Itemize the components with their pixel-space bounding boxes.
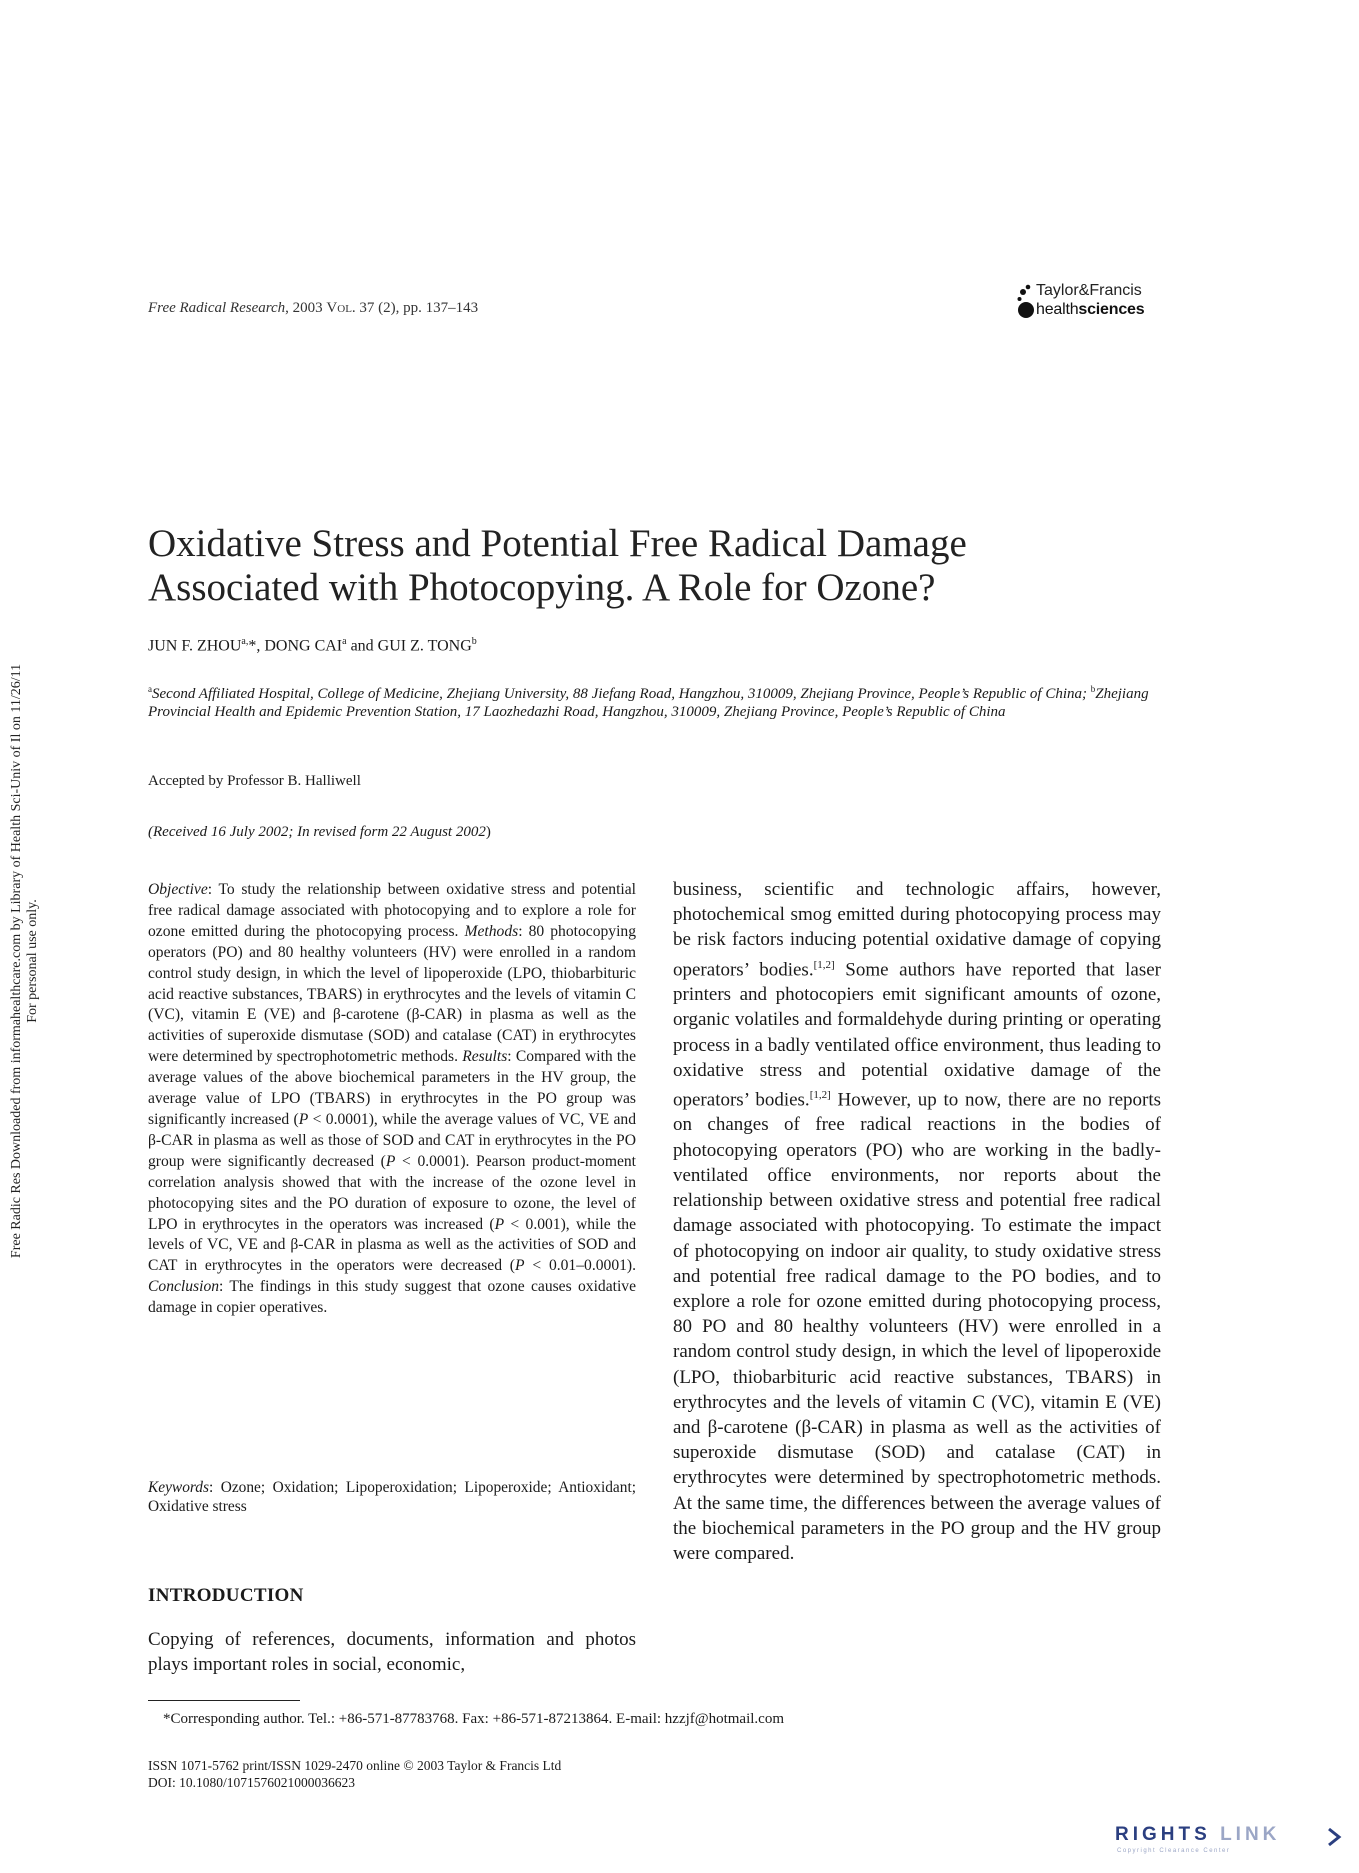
abstract-objective: : To study the relationship between oxidative stress and potential free radical damage associated with photocopying and to explore a role for ozone emitted during the photocopying process.: [148, 881, 636, 940]
article-title-line1: Oxidative Stress and Potential Free Radical Damage: [148, 522, 967, 565]
rightslink-subtitle: Copyright Clearance Center: [1117, 1848, 1231, 1854]
rightslink-logo: [1115, 1824, 1345, 1860]
journal-name: Free Radical Research: [148, 300, 286, 316]
abstract-results-e: < 0.01–0.0001).: [524, 1257, 637, 1275]
affiliation-b-sup: b: [1090, 684, 1096, 694]
abstract-methods: : 80 photocopying operators (PO) and 80 healthy volunteers (HV) were enrolled in a random control study design, in which the level of lipoperoxide (LPO, thiobarbituric acid reactive substances, TBARS) in erythrocytes and the levels of vitamin C (VC), vitamin E (VE) and β-carotene (β-CAR) in plasma as well as the activities of superoxide dismutase (SOD) and catalase (CAT) in erythrocytes were determined by spectrophotometric methods.: [148, 922, 637, 1066]
publisher-imprint-a: health: [1036, 301, 1079, 318]
affiliations: [148, 680, 1168, 721]
received-close: ): [485, 824, 491, 840]
rightslink-wordmark: [1115, 1824, 1280, 1846]
citation-ref-1: [1,2]: [813, 958, 835, 971]
rightslink-arrow-icon: [1327, 1827, 1343, 1847]
abstract-results-b: < 0.0001), while the average values of VC, VE and β-CAR in plasma as well as those of SOD and CAT in erythrocytes in the PO group were significantly decreased (: [148, 1110, 636, 1170]
body-text-1: business, scientific and technologic affairs, however, photochemical smog emitted during photocopying process may be risk factors inducing potential oxidative damage of copying operators’ bodies.: [673, 879, 1161, 980]
abstract-conclusion-label: Conclusion: [148, 1278, 220, 1296]
rightslink-part2: LINK: [1220, 1824, 1281, 1845]
affiliation-a-sup: a: [148, 684, 152, 694]
doi-line: DOI: 10.1080/1071576021000036623: [148, 1775, 355, 1790]
download-notice-line2: For personal use only.: [25, 899, 40, 1023]
publisher-imprint-b: sciences: [1078, 301, 1145, 318]
abstract-p4: P: [515, 1257, 525, 1275]
abstract: [148, 880, 636, 1319]
publisher-imprint: [1036, 301, 1144, 319]
author-3: and GUI Z. TONG: [346, 637, 472, 655]
publisher-dots-icon: [1015, 284, 1035, 320]
keywords: [148, 1478, 636, 1516]
journal-year: , 2003: [285, 300, 327, 316]
article-title-line2: Associated with Photocopying. A Role for Ozone?: [148, 566, 936, 609]
keywords-text: : Ozone; Oxidation; Lipoperoxidation; Lipoperoxide; Antioxidant; Oxidative stress: [148, 1479, 636, 1515]
article-title: [148, 522, 1198, 610]
issn-doi: [148, 1757, 561, 1791]
abstract-results-a: : Compared with the average values of the above biochemical parameters in the HV group, the average value of LPO (TBARS) in erythrocytes in the PO group was significantly increased (: [148, 1048, 636, 1128]
corresponding-author-footnote: *Corresponding author. Tel.: +86-571-87783768. Fax: +86-571-87213864. E-mail: hzzjf@hotmail.com: [163, 1711, 784, 1727]
author-2-sup: a: [342, 636, 347, 647]
author-2: , DONG CAI: [256, 637, 343, 655]
abstract-methods-label: Methods: [464, 922, 519, 940]
rightslink-part1: RIGHTS: [1115, 1824, 1211, 1845]
journal-citation: [148, 300, 478, 317]
intro-paragraph: Copying of references, documents, information and photos plays important roles in social, economic,: [148, 1629, 636, 1675]
publisher-logo: [1015, 282, 1167, 322]
journal-vol-label: Vol: [326, 300, 352, 316]
download-notice: [9, 601, 41, 1321]
author-1-star: *: [248, 637, 257, 655]
accepted-by: Accepted by Professor B. Halliwell: [148, 773, 361, 789]
abstract-p1: P: [298, 1110, 309, 1128]
section-heading-introduction: INTRODUCTION: [148, 1585, 304, 1606]
footnote-divider: [148, 1700, 300, 1701]
abstract-p2: P: [385, 1152, 396, 1170]
affiliation-b: Zhejiang Provincial Health and Epidemic Prevention Station, 17 Laozhedazhi Road, Hangzhou, 310009, Zhejiang Province, People’s Republic of China: [148, 686, 1149, 720]
abstract-conclusion: : The findings in this study suggest that ozone causes oxidative damage in copier operatives.: [148, 1278, 636, 1317]
author-list: [148, 636, 477, 655]
abstract-p3: P: [494, 1215, 505, 1233]
body-column-right: [673, 877, 1161, 1566]
abstract-results-d: < 0.001), while the levels of VC, VE and β-CAR in plasma as well as the activities of SOD and CAT in erythrocytes in the operators were decreased (: [148, 1215, 636, 1275]
abstract-results-c: < 0.0001). Pearson product-moment correlation analysis showed that with the increase of the ozone level in photocopying sites and the PO duration of exposure to ozone, the level of LPO in erythrocytes in the operators was increased (: [148, 1152, 636, 1233]
citation-ref-2: [1,2]: [809, 1088, 831, 1101]
author-3-sup: b: [471, 636, 477, 647]
issn-line: ISSN 1071-5762 print/ISSN 1029-2470 online © 2003 Taylor & Francis Ltd: [148, 1758, 562, 1773]
body-text-3: However, up to now, there are no reports on changes of free radical reactions in the bodies of photocopying operators (PO) who are working in the badly-ventilated office environments, nor reports about the relationship between oxidative stress and potential free radical damage associated with photocopying. To estimate the impact of photocopying on indoor air quality, to study oxidative stress and potential free radical damage to the PO bodies, and to explore a role for ozone emitted during photocopying process, 80 PO and 80 healthy volunteers (HV) were enrolled in a random control study design, in which the level of lipoperoxide (LPO, thiobarbituric acid reactive substances, TBARS) in erythrocytes and the levels of vitamin C (VC), vitamin E (VE) and β-carotene (β-CAR) in plasma as well as the activities of superoxide dismutase (SOD) and catalase (CAT) in erythrocytes were determined by spectrophotometric methods. At the same time, the differences between the average values of the biochemical parameters in the PO group and the HV group were compared.: [673, 1089, 1161, 1564]
author-1: JUN F. ZHOU: [148, 637, 242, 655]
publisher-name: Taylor&Francis: [1036, 282, 1142, 299]
download-notice-line1: Free Radic Res Downloaded from informahealthcare.com by Library of Health Sci-Univ of Il on 11/26/11: [9, 663, 24, 1259]
received-dates: [148, 824, 491, 841]
keywords-label: Keywords: [148, 1479, 209, 1496]
abstract-objective-label: Objective: [148, 881, 208, 898]
abstract-results-label: Results: [462, 1048, 508, 1066]
affiliation-a: Second Affiliated Hospital, College of Medicine, Zhejiang University, 88 Jiefang Road, Hangzhou, 310009, Zhejiang Province, People’s Republic of China;: [152, 686, 1091, 702]
received-text: (Received 16 July 2002; In revised form 22 August 2002: [148, 824, 486, 840]
journal-vol-pages: . 37 (2), pp. 137–143: [351, 300, 479, 316]
author-1-sup: a,: [241, 636, 249, 647]
body-text-2: Some authors have reported that laser printers and photocopiers emit significant amounts of ozone, organic volatiles and formaldehyde during printing or operating process in a badly ventilated office environment, thus leading to oxidative stress and potential oxidative damage of the operators’ bodies.: [673, 958, 1162, 1111]
